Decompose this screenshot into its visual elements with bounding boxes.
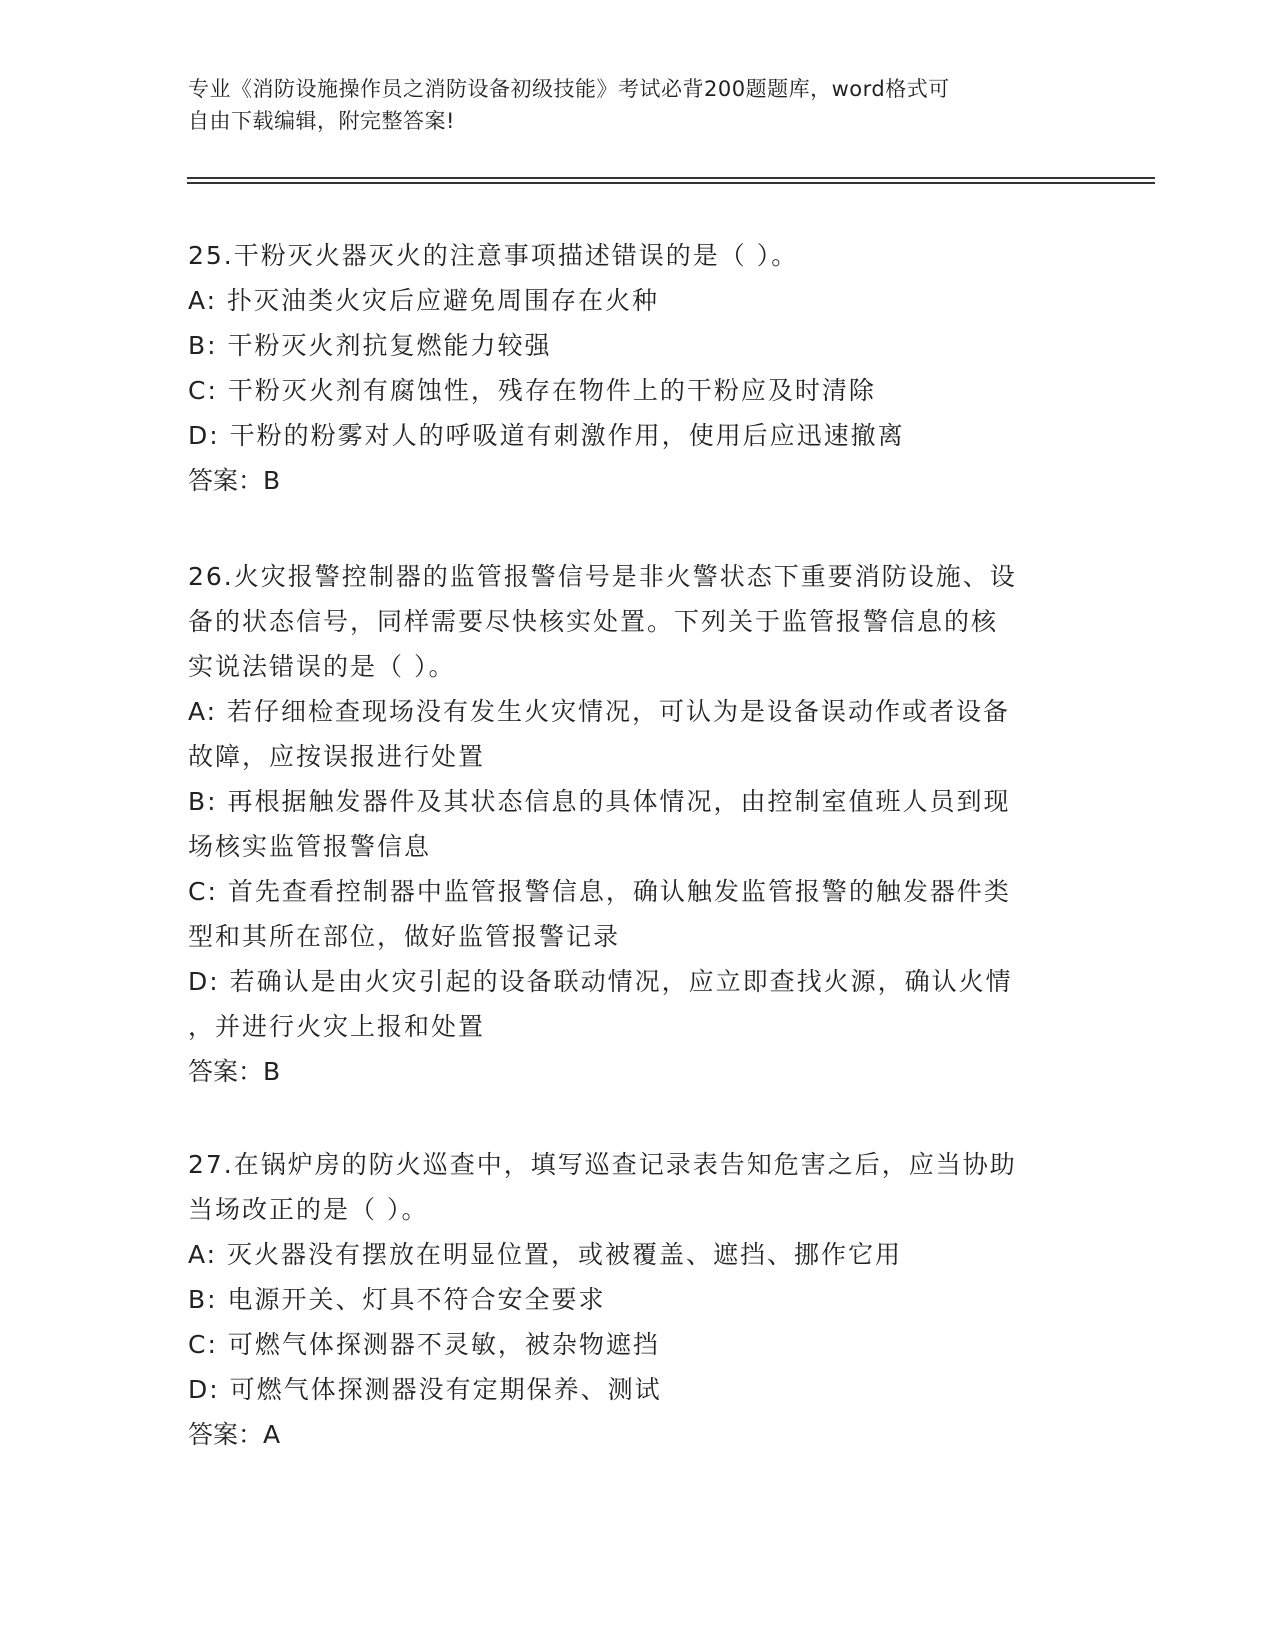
option-d: D: 可燃气体探测器没有定期保养、测试 xyxy=(188,1375,662,1404)
option-c-continued: 型和其所在部位，做好监管报警记录 xyxy=(188,922,621,951)
option-d-continued: ，并进行火灾上报和处置 xyxy=(188,1012,486,1041)
option-a: A: 若仔细检查现场没有发生火灾情况，可认为是设备误动作或者设备 xyxy=(188,697,1011,726)
question-stem-line: 26.火灾报警控制器的监管报警信号是非火警状态下重要消防设施、设 xyxy=(188,562,1017,591)
option-a-continued: 故障，应按误报进行处置 xyxy=(188,742,486,771)
option-c: C: 首先查看控制器中监管报警信息，确认触发监管报警的触发器件类 xyxy=(188,877,1011,906)
option-b: B: 干粉灭火剂抗复燃能力较强 xyxy=(188,331,552,360)
answer: 答案：B xyxy=(188,1057,281,1086)
header-line-2: 自由下载编辑，附完整答案! xyxy=(188,109,455,133)
option-b: B: 电源开关、灯具不符合安全要求 xyxy=(188,1285,606,1314)
option-c: C: 可燃气体探测器不灵敏，被杂物遮挡 xyxy=(188,1330,660,1359)
question-27 xyxy=(188,1142,1088,1457)
option-b-continued: 场核实监管报警信息 xyxy=(188,832,432,861)
question-stem-line: 备的状态信号，同样需要尽快核实处置。下列关于监管报警信息的核 xyxy=(188,607,999,636)
question-stem-line: 实说法错误的是（ ）。 xyxy=(188,652,456,681)
header-divider-top xyxy=(187,177,1155,179)
question-stem-line: 25.干粉灭火器灭火的注意事项描述错误的是（ ）。 xyxy=(188,241,799,270)
question-stem-line: 当场改正的是（ ）。 xyxy=(188,1195,429,1224)
header-line-1: 专业《消防设施操作员之消防设备初级技能》考试必背200题题库，word格式可 xyxy=(188,77,950,101)
question-26 xyxy=(188,554,1088,1094)
option-a: A: 扑灭油类火灾后应避免周围存在火种 xyxy=(188,286,660,315)
option-b: B: 再根据触发器件及其状态信息的具体情况，由控制室值班人员到现 xyxy=(188,787,1011,816)
option-d: D: 若确认是由火灾引起的设备联动情况，应立即查找火源，确认火情 xyxy=(188,967,1013,996)
option-c: C: 干粉灭火剂有腐蚀性，残存在物件上的干粉应及时清除 xyxy=(188,376,876,405)
answer: 答案：B xyxy=(188,466,281,495)
option-d: D: 干粉的粉雾对人的呼吸道有刺激作用，使用后应迅速撤离 xyxy=(188,421,905,450)
option-a: A: 灭火器没有摆放在明显位置，或被覆盖、遮挡、挪作它用 xyxy=(188,1240,903,1269)
question-25 xyxy=(188,233,1088,503)
question-stem-line: 27.在锅炉房的防火巡查中，填写巡查记录表告知危害之后，应当协助 xyxy=(188,1150,1017,1179)
answer: 答案：A xyxy=(188,1420,281,1449)
header-divider-bottom xyxy=(187,182,1155,184)
document-header xyxy=(188,73,1088,137)
